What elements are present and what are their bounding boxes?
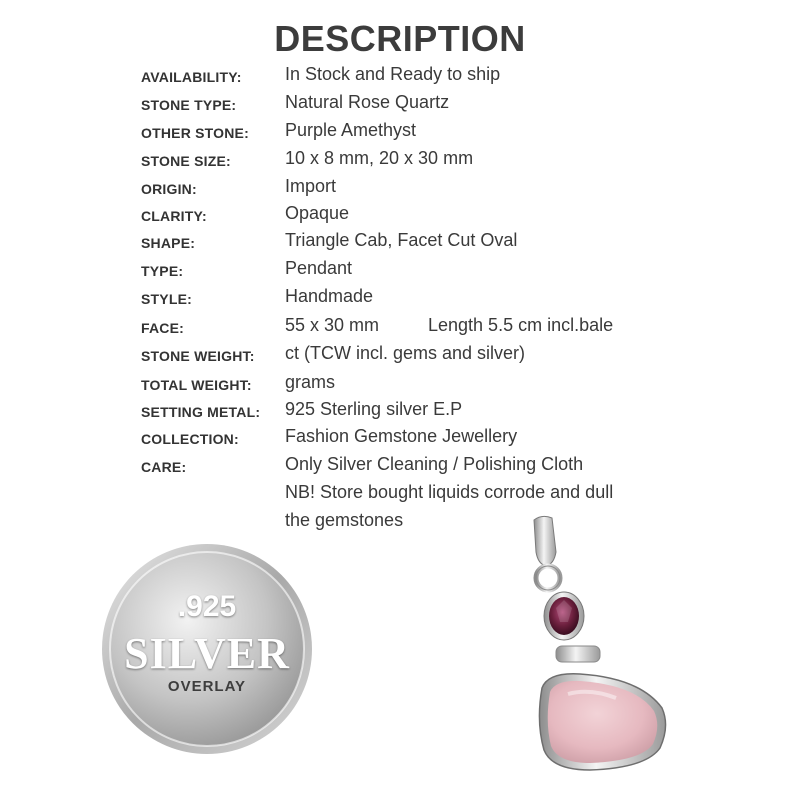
spec-label: AVAILABILITY: xyxy=(141,69,242,85)
spec-row-stone-size xyxy=(0,148,800,174)
spec-row-availability xyxy=(0,64,800,90)
spec-row-face xyxy=(0,315,800,341)
spec-row-stone-weight xyxy=(0,343,800,369)
spec-value: Opaque xyxy=(285,203,350,223)
spec-label: FACE: xyxy=(141,320,184,336)
spec-label: TOTAL WEIGHT: xyxy=(141,377,252,393)
pendant-image xyxy=(520,512,680,784)
spec-label: ORIGIN: xyxy=(141,181,197,197)
spec-value: 10 x 8 mm, 20 x 30 mm xyxy=(285,148,474,168)
spec-value: In Stock and Ready to ship xyxy=(285,64,501,84)
spec-value: Fashion Gemstone Jewellery xyxy=(285,426,518,446)
spec-value: 925 Sterling silver E.P xyxy=(285,399,463,419)
spec-label: STONE WEIGHT: xyxy=(141,348,255,364)
spec-row-other-stone xyxy=(0,120,800,146)
spec-label: OTHER STONE: xyxy=(141,125,249,141)
badge-silver-label: SILVER xyxy=(124,629,290,678)
spec-value: Handmade xyxy=(285,286,374,306)
spec-label: STONE TYPE: xyxy=(141,97,237,113)
spec-value: Import xyxy=(285,176,337,196)
spec-label: TYPE: xyxy=(141,263,184,279)
spec-value: Pendant xyxy=(285,258,353,278)
spec-label: SHAPE: xyxy=(141,235,196,251)
spec-row-setting-metal xyxy=(0,399,800,425)
spec-label: COLLECTION: xyxy=(141,431,239,447)
spec-value: 55 x 30 mm xyxy=(285,315,380,335)
spec-label: SETTING METAL: xyxy=(141,404,261,420)
badge-purity: .925 xyxy=(177,590,237,623)
spec-row-total-weight xyxy=(0,372,800,398)
spec-row-style xyxy=(0,286,800,312)
spec-value: Triangle Cab, Facet Cut Oval xyxy=(285,230,518,250)
care-note: NB! Store bought liquids corrode and dull xyxy=(285,482,614,502)
spec-value: Only Silver Cleaning / Polishing Cloth xyxy=(285,454,584,474)
care-note: the gemstones xyxy=(285,510,404,530)
spec-value-length: Length 5.5 cm incl.bale xyxy=(428,315,614,335)
spec-value: Natural Rose Quartz xyxy=(285,92,450,112)
spec-label: STONE SIZE: xyxy=(141,153,231,169)
spec-row-care xyxy=(0,454,800,480)
spec-row-stone-type xyxy=(0,92,800,118)
spec-value: Purple Amethyst xyxy=(285,120,417,140)
spec-label: CARE: xyxy=(141,459,187,475)
spec-row-clarity xyxy=(0,203,800,229)
spec-row-type xyxy=(0,258,800,284)
spec-value: grams xyxy=(285,372,336,392)
spec-label: STYLE: xyxy=(141,291,192,307)
spec-row-shape xyxy=(0,230,800,256)
spec-row-origin xyxy=(0,176,800,202)
spec-label: CLARITY: xyxy=(141,208,207,224)
page-title: DESCRIPTION xyxy=(274,18,526,59)
spec-value: ct (TCW incl. gems and silver) xyxy=(285,343,526,363)
badge-overlay-label: OVERLAY xyxy=(167,678,247,695)
spec-row-collection xyxy=(0,426,800,452)
